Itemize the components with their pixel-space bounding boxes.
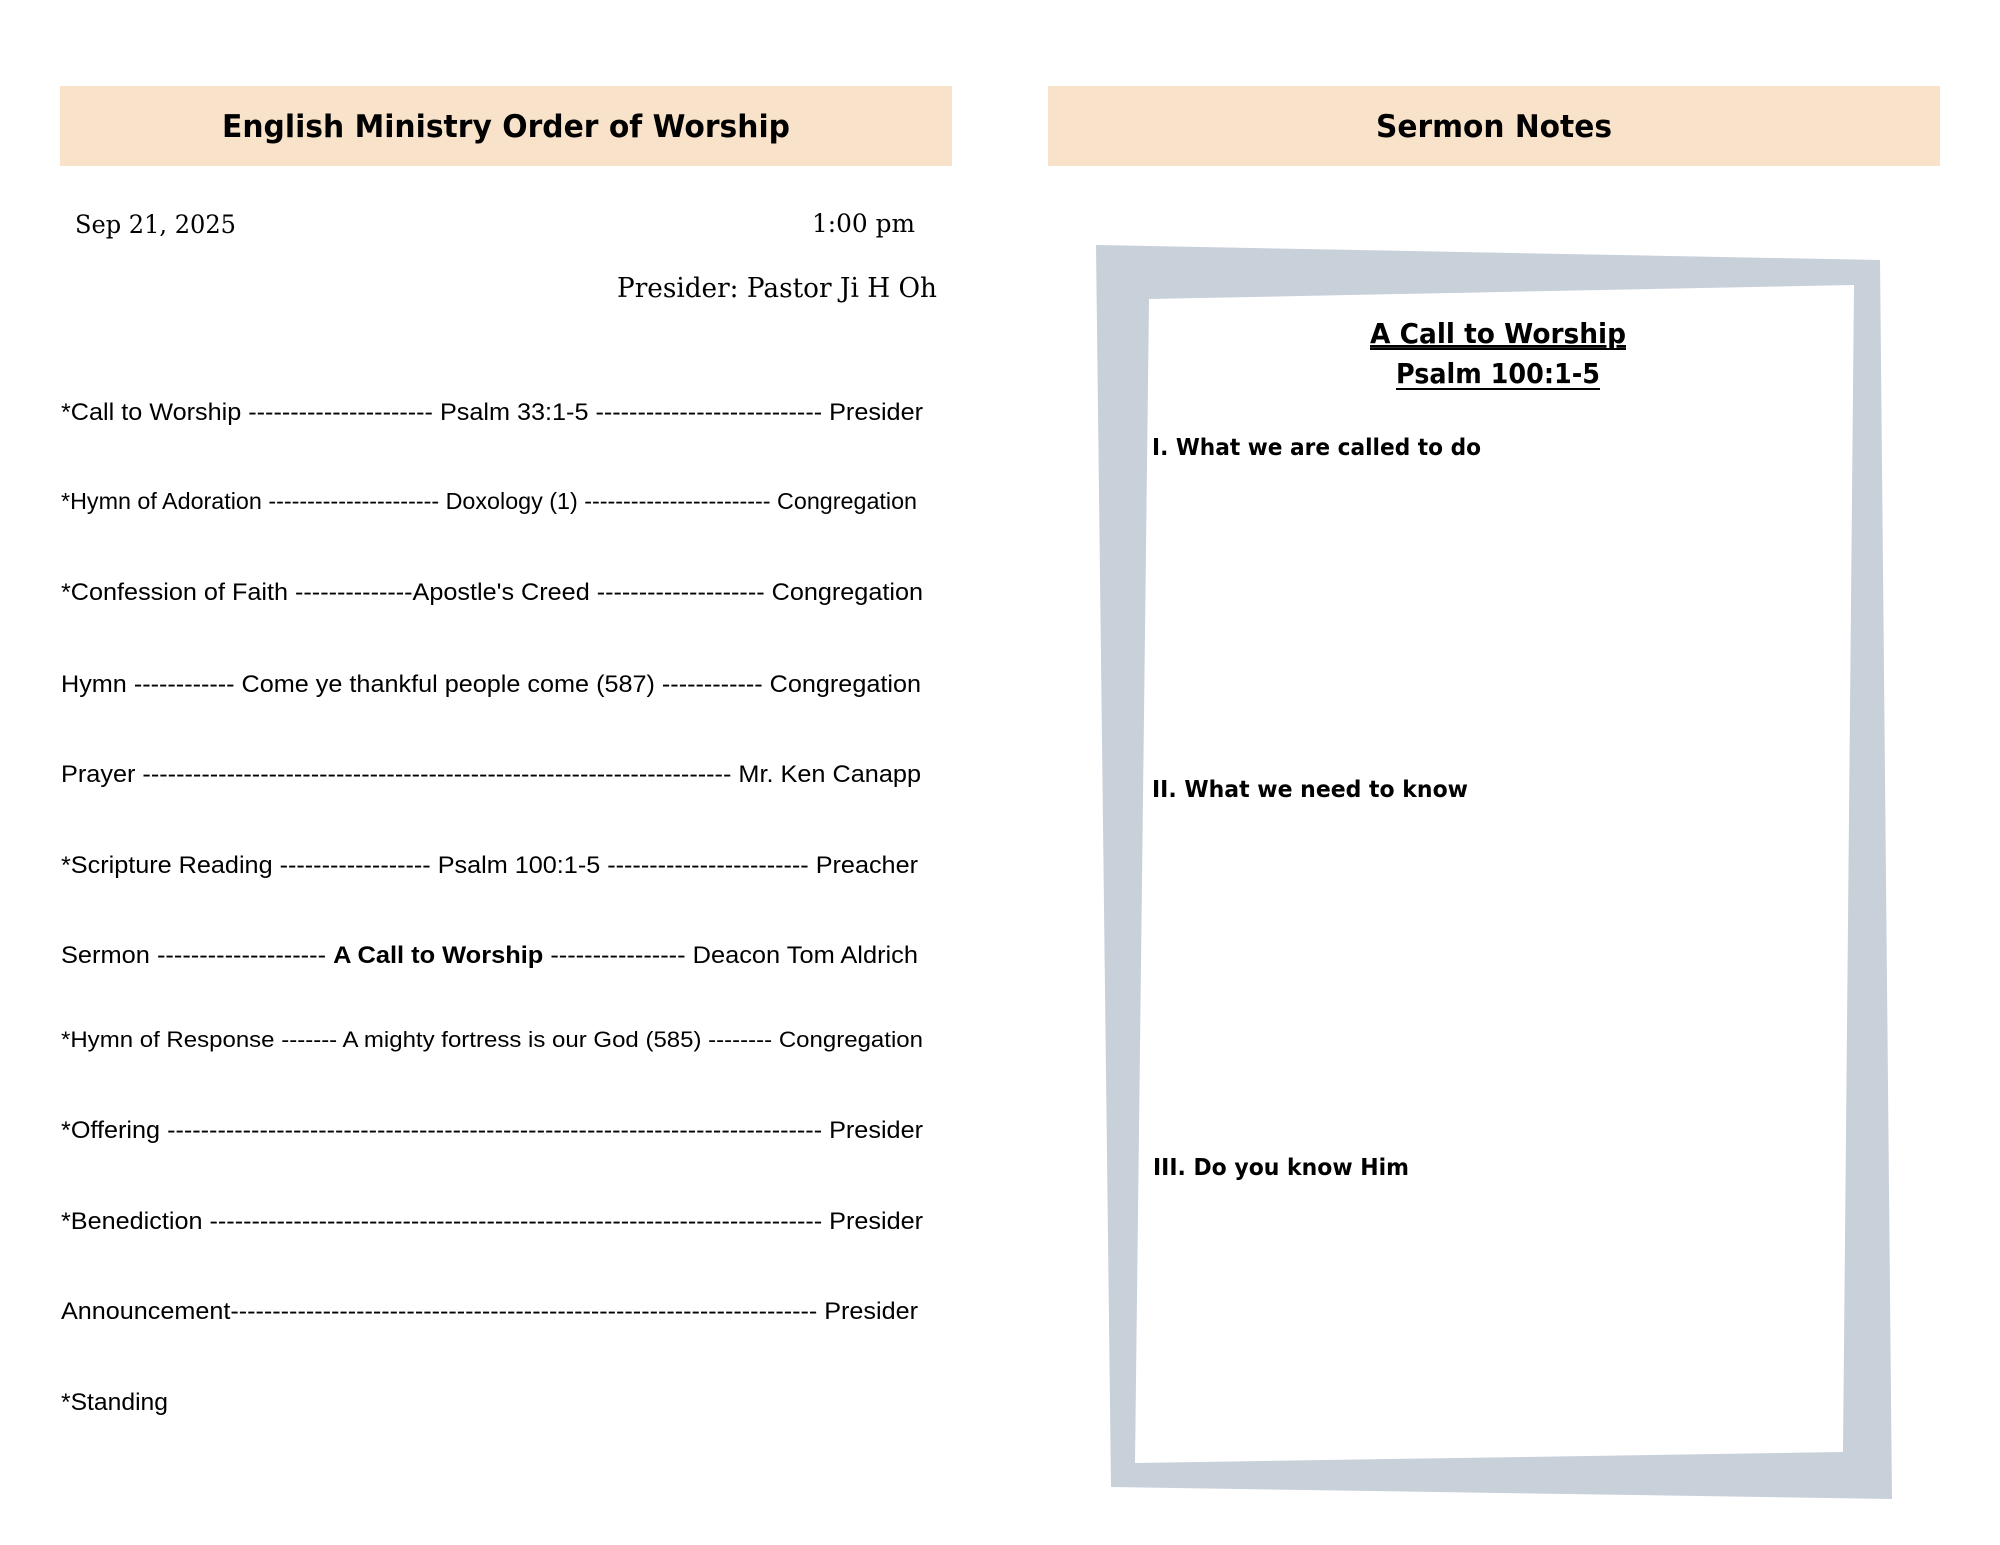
worship-item-text: *Offering ------------------------------------------------------------------------------ Presider — [61, 1117, 924, 1144]
worship-item — [61, 942, 918, 969]
note-point-1: I. What we are called to do — [1152, 435, 1481, 461]
worship-item-text: Hymn ------------ Come ye thankful people come (587) ------------ Congregation — [61, 671, 922, 698]
worship-item-text: *Scripture Reading ------------------ Psalm 100:1-5 ------------------------ Preacher — [61, 852, 919, 879]
worship-item — [61, 671, 921, 698]
service-time: 1:00 pm — [812, 209, 916, 238]
worship-item-text: *Call to Worship ---------------------- Psalm 33:1-5 --------------------------- Presider — [61, 399, 923, 426]
worship-item — [61, 1117, 923, 1144]
worship-items-list — [61, 399, 923, 1416]
worship-item-text: *Hymn of Adoration ---------------------- Doxology (1) ------------------------ Congregation — [61, 488, 917, 514]
worship-item-text: *Standing — [61, 1389, 168, 1416]
worship-item-text: Announcement---------------------------------------------------------------------- Presider — [61, 1298, 919, 1325]
worship-item-text: Prayer ---------------------------------------------------------------------- Mr. Ken Canapp — [61, 761, 921, 788]
worship-item — [61, 1027, 923, 1052]
note-point-3: III. Do you know Him — [1153, 1155, 1409, 1181]
worship-item — [61, 1208, 923, 1235]
worship-item — [61, 579, 923, 606]
note-point-2: II. What we need to know — [1152, 777, 1468, 803]
presider-line: Presider: Pastor Ji H Oh — [617, 273, 937, 304]
worship-item-text: *Confession of Faith --------------Apostle's Creed -------------------- Congregation — [61, 579, 924, 606]
worship-item-text: ---------------- Deacon Tom Aldrich — [543, 942, 898, 969]
sermon-scripture: Psalm 100:1-5 — [1396, 357, 1600, 390]
order-of-worship-panel — [60, 86, 952, 1416]
worship-item — [61, 1389, 168, 1416]
worship-item — [61, 1298, 918, 1325]
sermon-notes-panel — [1048, 86, 1940, 1499]
worship-item — [61, 488, 917, 514]
worship-item-text: *Benediction ------------------------------------------------------------------------- Presider — [61, 1208, 923, 1235]
sermon-title-inline: A Call to Worship — [333, 942, 532, 969]
service-date: Sep 21, 2025 — [75, 210, 236, 239]
order-of-worship-title: English Ministry Order of Worship — [222, 109, 790, 145]
notes-frame — [1096, 245, 1892, 1499]
sermon-title: A Call to Worship — [1370, 317, 1626, 350]
worship-item — [61, 761, 921, 788]
worship-item-text: *Hymn of Response ------- A mighty fortress is our God (585) -------- Congregation — [61, 1027, 924, 1052]
worship-item — [61, 852, 918, 879]
sermon-notes-title: Sermon Notes — [1376, 109, 1612, 145]
worship-item-text: Sermon -------------------- — [61, 942, 319, 969]
worship-item — [61, 399, 923, 426]
